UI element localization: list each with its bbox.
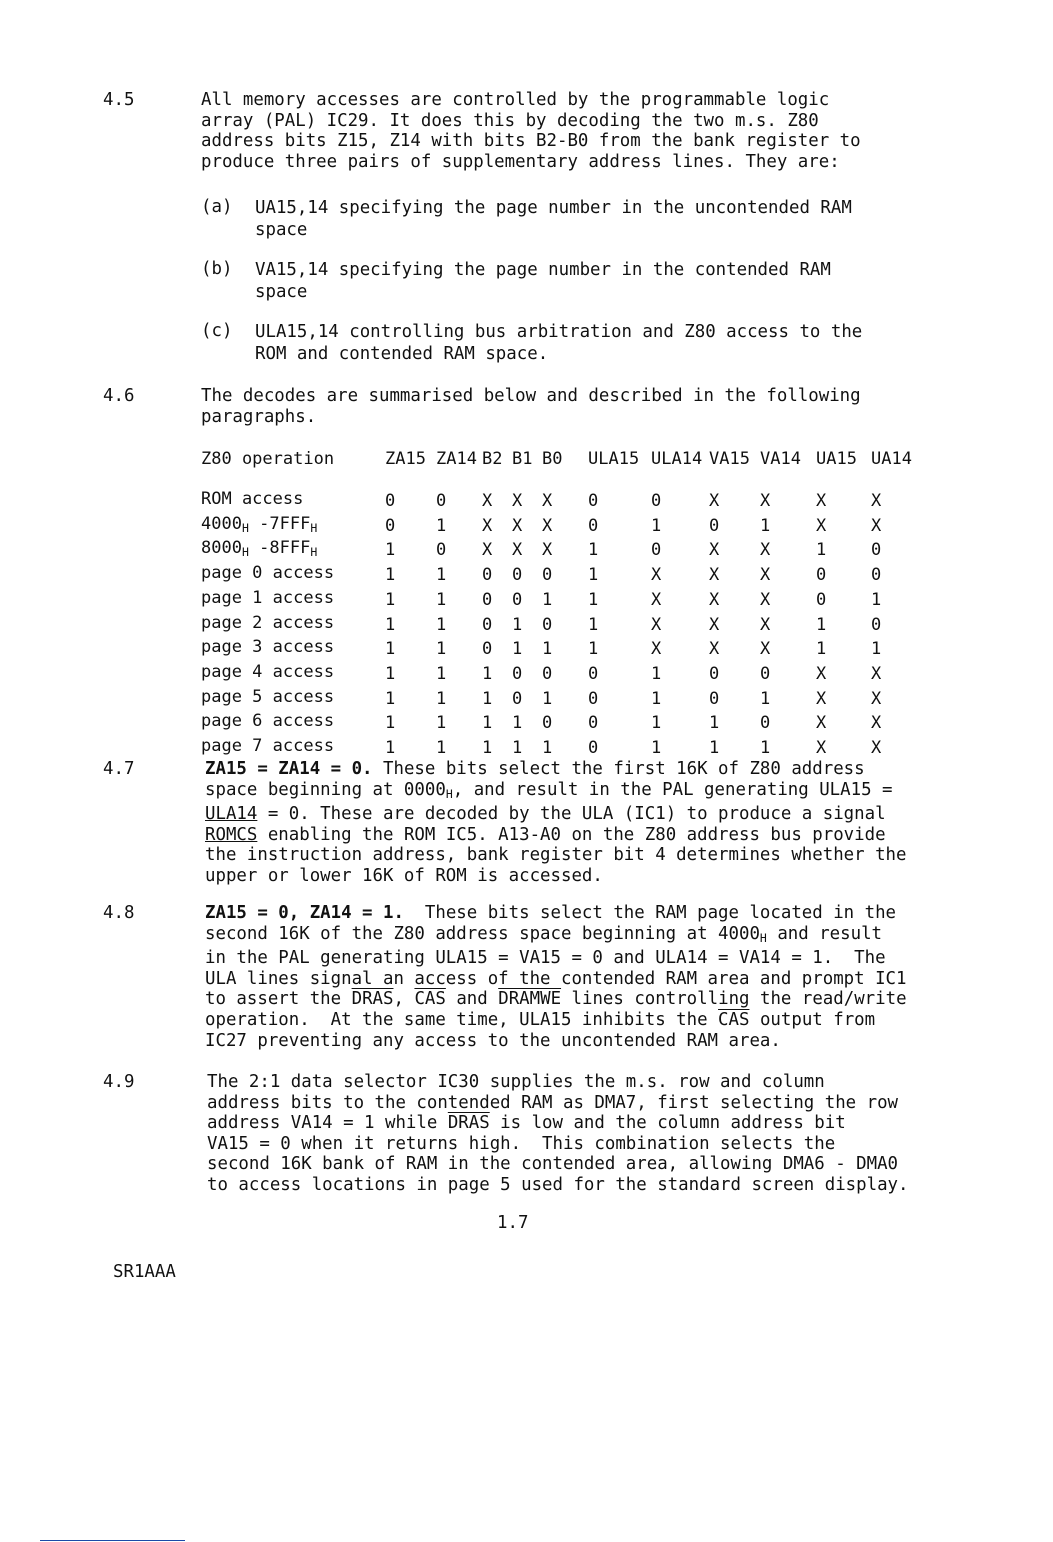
operation-cell: $8000_H$ $-8FFF_H$ — [201, 538, 318, 560]
value-cell: X — [760, 589, 771, 610]
table-row — [201, 711, 912, 736]
value-cell: X — [816, 713, 827, 734]
header-za15: ZA15 — [385, 448, 426, 469]
operation-cell: page 2 access — [201, 612, 335, 633]
header-b0: B0 — [542, 448, 563, 469]
value-cell: 1 — [436, 614, 447, 635]
value-cell: X — [760, 614, 771, 635]
value-cell: X — [542, 491, 553, 511]
value-cell: X — [816, 491, 827, 511]
operation-cell: page 0 access — [201, 563, 335, 584]
value-cell: 1 — [436, 713, 447, 734]
value-cell: 1 — [436, 565, 447, 586]
list-item-b-text: VA15,14 specifying the page number in the contended RAM space — [255, 260, 831, 302]
value-cell: 1 — [871, 589, 882, 610]
operation-cell: page 6 access — [201, 711, 335, 732]
value-cell: 1 — [385, 614, 396, 635]
section-4-8-lead: ZA15 = 0, ZA14 = 1. — [205, 903, 404, 923]
value-cell: X — [651, 589, 662, 610]
value-cell: X — [816, 688, 827, 709]
value-cell: 1 — [542, 688, 553, 709]
value-cell: 1 — [588, 540, 599, 561]
value-cell: X — [709, 565, 720, 586]
value-cell: 1 — [482, 713, 493, 734]
list-item-b-label: (b) — [201, 259, 233, 279]
value-cell: X — [651, 639, 662, 660]
value-cell: 1 — [709, 738, 720, 759]
value-cell: 1 — [385, 565, 396, 586]
value-cell: 0 — [542, 614, 553, 635]
value-cell: 1 — [588, 589, 599, 610]
value-cell: X — [709, 639, 720, 660]
section-4-8-text: ZA15 = 0, ZA14 = 1. These bits select the RAM page located in the second 16K of the Z80 address space beginning at $4000_H$ and result in the PAL generating ULA15 = VA15 = 0 and ULA14 = VA14 = 1. The ULA lines signal an access of the contended RAM area and prompt IC1 to assert the DRAS, $\overline{CAS}$ and DRAMWE lines controlling the read/write operation. At the same time, ULA15 inhibits the $\overline{CAS}$ output from IC27 preventing any access to the uncontended RAM area. — [205, 903, 907, 1051]
table-header-row — [201, 447, 912, 471]
value-cell: 1 — [385, 713, 396, 734]
operation-cell: $4000_H$ $-7FFF_H$ — [201, 513, 318, 535]
value-cell: X — [871, 515, 882, 536]
value-cell: 0 — [760, 713, 771, 734]
value-cell: 1 — [816, 639, 827, 660]
value-cell: 1 — [385, 688, 396, 709]
value-cell: 1 — [436, 589, 447, 610]
romcs-signal: ROMCS — [205, 824, 258, 845]
dramwe-signal: DRAMWE — [498, 989, 562, 1010]
table-row — [201, 489, 912, 514]
value-cell: 1 — [512, 713, 523, 734]
value-cell: 1 — [436, 688, 447, 709]
table-row — [201, 588, 912, 613]
value-cell: 1 — [385, 639, 396, 660]
value-cell: X — [816, 738, 827, 759]
value-cell: X — [709, 589, 720, 610]
value-cell: 0 — [816, 589, 827, 610]
value-cell: 0 — [760, 663, 771, 684]
value-cell: 1 — [651, 738, 662, 759]
value-cell: 0 — [542, 663, 553, 684]
value-cell: 1 — [482, 663, 493, 684]
table-row — [201, 613, 912, 638]
dras-signal: DRAS — [351, 989, 394, 1010]
section-number-4-8: 4.8 — [103, 903, 135, 923]
value-cell: 0 — [482, 589, 493, 610]
value-cell: X — [651, 565, 662, 586]
table-row — [201, 563, 912, 588]
value-cell: 1 — [542, 589, 553, 610]
operation-cell: page 1 access — [201, 587, 335, 608]
header-ula14: ULA14 — [651, 448, 703, 469]
value-cell: X — [709, 540, 720, 561]
value-cell: 1 — [385, 738, 396, 759]
value-cell: 1 — [816, 540, 827, 561]
value-cell: 1 — [588, 565, 599, 586]
header-va15: VA15 — [709, 448, 750, 469]
value-cell: X — [816, 663, 827, 684]
value-cell: 1 — [512, 614, 523, 635]
value-cell: X — [760, 565, 771, 586]
value-cell: 0 — [588, 738, 599, 759]
value-cell: 1 — [542, 639, 553, 660]
value-cell: X — [512, 491, 523, 511]
value-cell: X — [709, 491, 720, 511]
value-cell: X — [482, 491, 493, 511]
value-cell: 1 — [436, 738, 447, 759]
value-cell: 1 — [512, 738, 523, 759]
value-cell: 0 — [651, 491, 662, 511]
value-cell: 0 — [482, 639, 493, 660]
value-cell: 1 — [709, 713, 720, 734]
value-cell: X — [871, 491, 882, 511]
operation-cell: ROM access — [201, 489, 304, 509]
value-cell: 0 — [385, 491, 396, 511]
value-cell: 1 — [760, 515, 771, 536]
value-cell: X — [816, 515, 827, 536]
header-va14: VA14 — [760, 448, 801, 469]
value-cell: 0 — [542, 713, 553, 734]
value-cell: 1 — [651, 713, 662, 734]
value-cell: 0 — [512, 589, 523, 610]
bottom-rule — [40, 1540, 185, 1541]
header-za14: ZA14 — [436, 448, 477, 469]
table-row — [201, 662, 912, 687]
value-cell: 0 — [709, 688, 720, 709]
operation-cell: page 5 access — [201, 686, 335, 707]
section-number-4-9: 4.9 — [103, 1072, 135, 1092]
section-4-7-lead: ZA15 = ZA14 = 0. — [205, 759, 373, 779]
value-cell: X — [482, 515, 493, 536]
document-code: SR1AAA — [113, 1262, 176, 1282]
list-item-c-label: (c) — [201, 321, 233, 341]
value-cell: 1 — [385, 589, 396, 610]
value-cell: 0 — [512, 565, 523, 586]
value-cell: X — [760, 540, 771, 561]
table-row — [201, 736, 912, 761]
table-row — [201, 538, 912, 563]
value-cell: 1 — [436, 639, 447, 660]
value-cell: 1 — [588, 639, 599, 660]
header-ua14: UA14 — [871, 448, 912, 469]
value-cell: X — [542, 540, 553, 561]
value-cell: X — [871, 663, 882, 684]
header-b2: B2 — [482, 448, 503, 469]
operation-cell: page 7 access — [201, 736, 335, 757]
value-cell: 0 — [482, 614, 493, 635]
value-cell: 0 — [588, 688, 599, 709]
section-4-7-text: ZA15 = ZA14 = 0. These bits select the first 16K of Z80 address space beginning at $0000_H$, and result in the PAL generating ULA15 = ULA14 = 0. These are decoded by the ULA (IC1) to produce a signal ROMCS enabling the ROM IC5. A13-A0 on the Z80 address bus provide the instruction address, bank register bit 4 determines whether the upper or lower 16K of ROM is accessed. — [205, 759, 907, 886]
value-cell: 1 — [542, 738, 553, 759]
value-cell: X — [482, 540, 493, 561]
value-cell: 1 — [651, 663, 662, 684]
value-cell: 1 — [871, 639, 882, 660]
section-4-9-text: The 2:1 data selector IC30 supplies the m.s. row and column address bits to the contended RAM as DMA7, first selecting the row address VA14 = 1 while DRAS is low and the column address bit VA15 = 0 when it returns high. This combination selects the second 16K bank of RAM in the contended area, allowing DMA6 - DMA0 to access locations in page 5 used for the standard screen display. — [207, 1072, 909, 1195]
value-cell: 1 — [588, 614, 599, 635]
value-cell: 0 — [588, 515, 599, 536]
value-cell: X — [760, 639, 771, 660]
section-4-5-text: All memory accesses are controlled by the programmable logic array (PAL) IC29. It does this by decoding the two m.s. Z80 address bits Z15, Z14 with bits B2-B0 from the bank register to produce three pairs of supplementary address lines. They are: — [201, 90, 861, 172]
list-item-c-text: ULA15,14 controlling bus arbitration and Z80 access to the ROM and contended RAM space. — [255, 322, 863, 364]
value-cell: X — [760, 491, 771, 511]
decode-table — [201, 447, 912, 761]
section-number-4-6: 4.6 — [103, 386, 135, 406]
section-4-6-text: The decodes are summarised below and described in the following paragraphs. — [201, 386, 861, 427]
value-cell: X — [542, 515, 553, 536]
value-cell: 0 — [588, 713, 599, 734]
header-z80-operation: Z80 operation — [201, 448, 335, 469]
value-cell: 0 — [651, 540, 662, 561]
value-cell: 1 — [512, 639, 523, 660]
cas-signal: $\overline{CAS}$ — [414, 989, 446, 1010]
value-cell: 0 — [512, 663, 523, 684]
value-cell: 1 — [651, 688, 662, 709]
section-number-4-7: 4.7 — [103, 759, 135, 779]
value-cell: 1 — [436, 663, 447, 684]
table-row — [201, 514, 912, 539]
value-cell: 1 — [436, 515, 447, 536]
operation-cell: page 4 access — [201, 661, 335, 682]
value-cell: 0 — [385, 515, 396, 536]
value-cell: X — [512, 540, 523, 561]
value-cell: 1 — [482, 688, 493, 709]
value-cell: 1 — [385, 663, 396, 684]
value-cell: 0 — [542, 565, 553, 586]
header-b1: B1 — [512, 448, 533, 469]
list-item-a-label: (a) — [201, 197, 233, 217]
value-cell: 0 — [588, 663, 599, 684]
value-cell: 1 — [760, 688, 771, 709]
value-cell: 0 — [709, 663, 720, 684]
value-cell: X — [871, 688, 882, 709]
value-cell: 0 — [512, 688, 523, 709]
value-cell: 0 — [482, 565, 493, 586]
value-cell: 0 — [871, 565, 882, 586]
page-number: 1.7 — [497, 1213, 529, 1233]
table-row — [201, 687, 912, 712]
value-cell: 0 — [871, 614, 882, 635]
value-cell: X — [512, 515, 523, 536]
header-ula15: ULA15 — [588, 448, 640, 469]
value-cell: 0 — [871, 540, 882, 561]
value-cell: X — [709, 614, 720, 635]
value-cell: 1 — [385, 540, 396, 561]
value-cell: X — [871, 738, 882, 759]
value-cell: 1 — [482, 738, 493, 759]
value-cell: X — [651, 614, 662, 635]
list-item-a-text: UA15,14 specifying the page number in the uncontended RAM space — [255, 198, 852, 240]
value-cell: 1 — [760, 738, 771, 759]
value-cell: 1 — [651, 515, 662, 536]
value-cell: 0 — [588, 491, 599, 511]
value-cell: X — [871, 713, 882, 734]
value-cell: 1 — [816, 614, 827, 635]
value-cell: 0 — [436, 491, 447, 511]
value-cell: 0 — [816, 565, 827, 586]
value-cell: 0 — [709, 515, 720, 536]
operation-cell: page 3 access — [201, 637, 335, 658]
table-row — [201, 637, 912, 662]
header-ua15: UA15 — [816, 448, 857, 469]
value-cell: 0 — [436, 540, 447, 561]
section-number-4-5: 4.5 — [103, 90, 135, 110]
